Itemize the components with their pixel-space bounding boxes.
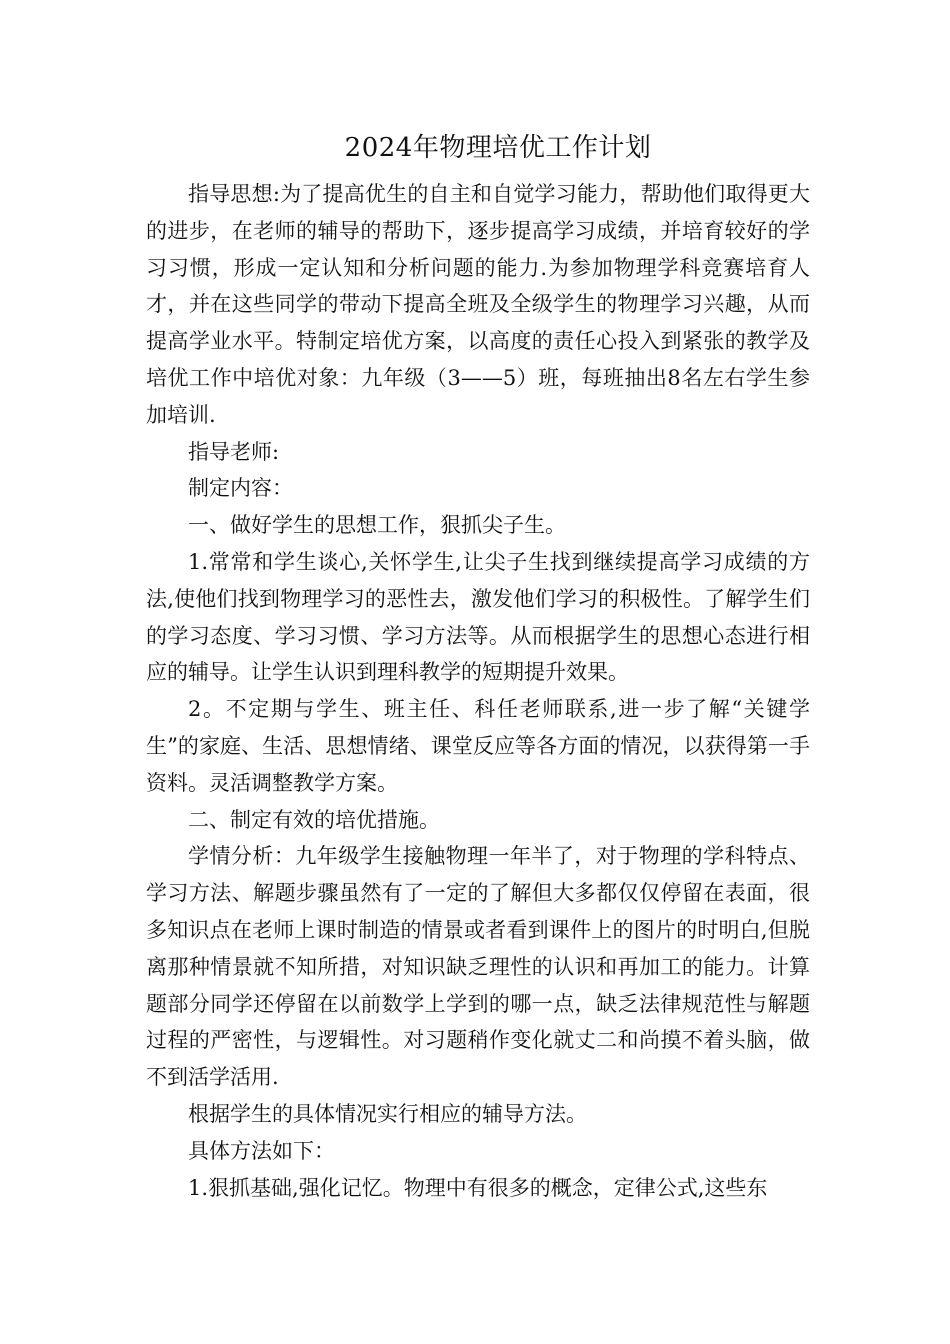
document-page [146, 128, 810, 1206]
paragraph-instructor: 指导老师: [188, 439, 280, 464]
paragraph-methods-heading: 具体方法如下： [188, 1138, 335, 1163]
paragraph-content-heading: 制定内容： [188, 476, 293, 501]
paragraph-guiding-ideology: 指导思想:为了提高优生的自主和自觉学习能力，帮助他们取得更大的进步，在老师的辅导的帮助下，逐步提高学习成绩，并培育较好的学习习惯，形成一定认知和分析问题的能力.为参加物理学科竞赛培育人才，并在这些同学的带动下提高全班及全级学生的物理学习兴趣，从而提高学业水平。特制定培优方案，以高度的责任心投入到紧张的教学及培优工作中培优对象：九年级（3——5）班，每班抽出8名左右学生参加培训. [146, 182, 810, 427]
paragraph-item-1: 1.常常和学生谈心,关怀学生,让尖子生找到继续提高学习成绩的方法,使他们找到物理学习的恶性去，激发他们学习的积极性。了解学生们的学习态度、学习习惯、学习方法等。从而根据学生的思想心态进行相应的辅导。让学生认识到理科教学的短期提升效果。 [146, 549, 810, 685]
section-heading-two: 二、制定有效的培优措施。 [188, 807, 440, 832]
paragraph-analysis: 学情分析：九年级学生接触物理一年半了，对于物理的学科特点、学习方法、解题步骤虽然有了一定的了解但大多都仅仅停留在表面，很多知识点在老师上课时制造的情景或者看到课件上的图片的时明白,但脱离那种情景就不知所措，对知识缺乏理性的认识和再加工的能力。计算题部分同学还停留在以前数学上学到的哪一点，缺乏法律规范性与解题过程的严密性，与逻辑性。对习题稍作变化就丈二和尚摸不着头脑，做不到活学活用. [146, 844, 810, 1090]
section-heading-one: 一、做好学生的思想工作，狠抓尖子生。 [188, 513, 566, 538]
paragraph-method-1: 1.狠抓基础,强化记忆。物理中有很多的概念，定律公式,这些东 [188, 1175, 768, 1200]
paragraph-methods-intro: 根据学生的具体情况实行相应的辅导方法。 [188, 1101, 587, 1126]
paragraph-item-2: 2。不定期与学生、班主任、科任老师联系,进一步了解“关键学生”的家庭、生活、思想情绪、课堂反应等各方面的情况，以获得第一手资料。灵活调整教学方案。 [146, 697, 810, 795]
document-title: 2024年物理培优工作计划 [344, 133, 652, 163]
